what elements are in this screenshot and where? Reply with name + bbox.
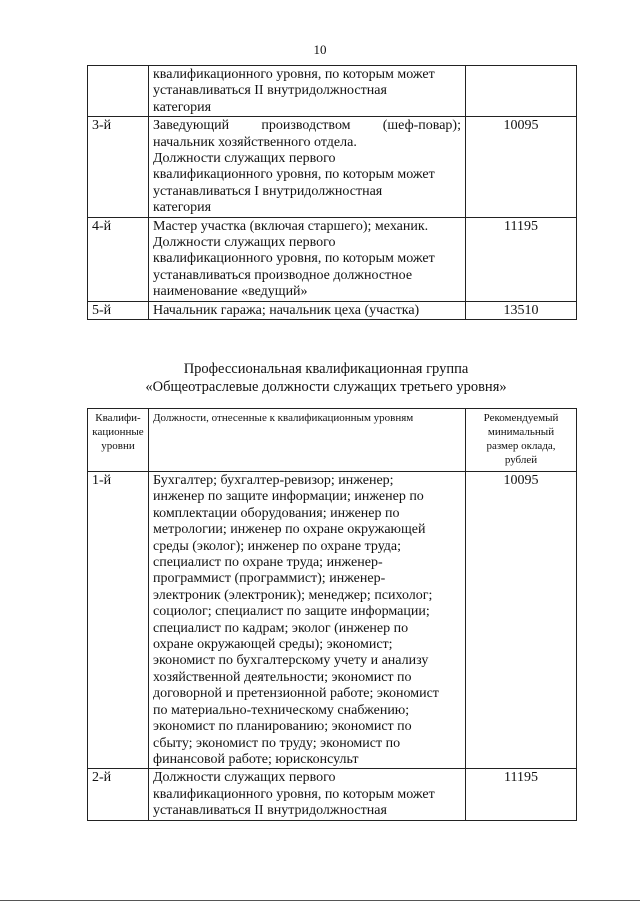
text-line: экономист по планированию; экономист по [153, 719, 412, 735]
page-bottom-rule [0, 900, 640, 901]
positions-cell [149, 769, 466, 820]
text-line: сбыту; экономист по труду; экономист по [153, 735, 401, 751]
salary-cell: 10095 [466, 472, 577, 769]
table-row [88, 301, 577, 319]
text-line: квалификационного уровня, по которым может [153, 251, 435, 267]
text-line: устанавливаться производное должностное [153, 267, 413, 283]
salary-cell: 11195 [466, 769, 577, 820]
level-cell: 2-й [88, 769, 149, 820]
text-line: хозяйственной деятельности; экономист по [153, 669, 412, 685]
level-cell: 1-й [88, 472, 149, 769]
text-line: квалификационного уровня, по которым может [153, 786, 435, 802]
text-line: Должности служащих первого [153, 770, 336, 786]
text-line: начальник хозяйственного отдела. [153, 134, 357, 150]
text-line: специалист по охране труда; инженер- [153, 555, 383, 571]
group-caption [0, 360, 640, 396]
header-line: кационные [92, 426, 144, 438]
header-line: размер оклада, [486, 440, 556, 452]
table-header-row [88, 409, 577, 472]
salary-cell: 10095 [466, 117, 577, 217]
qualification-table-continued [87, 65, 577, 320]
text-line: среды (эколог); инженер по охране труда; [153, 538, 402, 554]
positions-cell [149, 301, 466, 319]
text-line: квалификационного уровня, по которым может [153, 167, 435, 183]
level-cell: 3-й [88, 117, 149, 217]
text-line: метрологии; инженер по охране окружающей [153, 522, 426, 538]
text-line: комплектации оборудования; инженер по [153, 505, 400, 521]
salary-cell [466, 66, 577, 117]
salary-cell: 13510 [466, 301, 577, 319]
table-row [88, 769, 577, 820]
header-salary [466, 409, 577, 472]
header-positions: Должности, отнесенные к квалификационным уровням [149, 409, 466, 472]
group-caption-title: «Общеотраслевые должности служащих третьего уровня» [145, 379, 507, 395]
text-line: Заведующий производством (шеф-повар); [153, 118, 461, 134]
text-line: Должности служащих первого [153, 235, 336, 251]
table-row [88, 66, 577, 117]
level-cell: 4-й [88, 217, 149, 301]
header-line: Рекомендуемый [483, 412, 559, 424]
text-line: социолог; специалист по защите информации; [153, 604, 430, 620]
text-line: электроник (электроник); менеджер; психолог; [153, 587, 433, 603]
text-line: квалификационного уровня, по которым может [153, 67, 435, 82]
salary-cell: 11195 [466, 217, 577, 301]
header-line: уровни [101, 440, 135, 452]
text-line: договорной и претензионной работе; экономист [153, 686, 439, 702]
positions-cell [149, 117, 466, 217]
positions-cell [149, 66, 466, 117]
positions-cell [149, 217, 466, 301]
header-line: рублей [504, 454, 538, 466]
text-line: устанавливаться II внутридолжностная [153, 803, 387, 819]
header-line: минимальный [487, 426, 555, 438]
text-line: устанавливаться II внутридолжностная [153, 83, 387, 99]
page-number: 10 [313, 42, 327, 57]
text-line: наименование «ведущий» [153, 284, 308, 300]
positions-cell [149, 472, 466, 769]
text-line: Должности служащих первого [153, 151, 336, 167]
level-cell: 5-й [88, 301, 149, 319]
text-line: инженер по защите информации; инженер по [153, 489, 424, 505]
text-line: Мастер участка (включая старшего); механик. [153, 218, 429, 234]
header-levels [88, 409, 149, 472]
level-cell [88, 66, 149, 117]
table-row [88, 117, 577, 217]
table-row [88, 217, 577, 301]
text-line: программист (программист); инженер- [153, 571, 386, 587]
text-line: устанавливаться I внутридолжностная [153, 183, 383, 199]
text-line: охране окружающей среды); экономист; [153, 637, 393, 653]
header-line: Квалифи- [95, 412, 141, 424]
text-line: Бухгалтер; бухгалтер-ревизор; инженер; [153, 473, 394, 488]
table-row [88, 472, 577, 769]
qualification-table-third-level [87, 408, 577, 821]
text-line: финансовой работе; юрисконсульт [153, 751, 359, 767]
text-line: категория [153, 99, 212, 115]
text-line: по материально-техническому снабжению; [153, 702, 410, 718]
text-line: категория [153, 200, 212, 216]
text-line: экономист по бухгалтерскому учету и анализу [153, 653, 429, 669]
group-caption-line: Профессиональная квалификационная группа [183, 361, 469, 377]
text-line: специалист по кадрам; эколог (инженер по [153, 620, 409, 636]
text-line: Начальник гаража; начальник цеха (участка) [153, 302, 420, 318]
